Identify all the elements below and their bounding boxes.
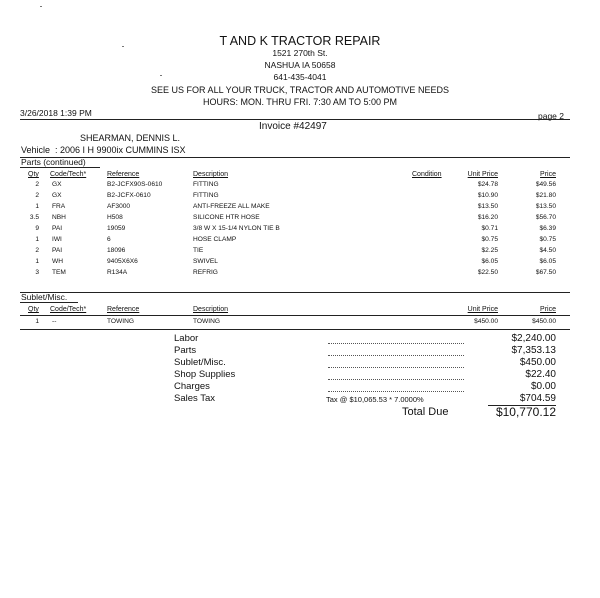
row-unit-price: $13.50: [477, 203, 498, 210]
row-reference: B2-JCFX-0610: [107, 192, 151, 199]
row-price: $6.39: [539, 225, 556, 232]
col-price-header: Price: [540, 171, 556, 178]
row-qty: 2: [35, 247, 39, 254]
col-description-header: Description: [193, 306, 229, 313]
row-reference: 18096: [107, 247, 126, 254]
summary-value: $0.00: [530, 381, 556, 392]
row-unit-price: $450.00: [474, 318, 498, 325]
row-qty: 3: [35, 269, 39, 276]
row-unit-price: $24.78: [477, 181, 498, 188]
row-unit-price: $0.75: [481, 236, 498, 243]
row-code: PAI: [52, 225, 63, 232]
row-unit-price: $6.05: [481, 258, 498, 265]
company-city: NASHUA IA 50658: [264, 60, 336, 70]
row-code: PAI: [52, 247, 63, 254]
row-description: HOSE CLAMP: [193, 236, 237, 243]
row-price: $450.00: [532, 318, 556, 325]
sublet-row-rule: [20, 329, 570, 330]
row-description: REFRIG: [193, 269, 218, 276]
row-description: SWIVEL: [193, 258, 218, 265]
row-price: $4.50: [539, 247, 556, 254]
col-unit-price-header: Unit Price: [467, 171, 498, 178]
row-price: $56.70: [535, 214, 556, 221]
row-qty: 1: [35, 318, 39, 325]
row-description: SILICONE HTR HOSE: [193, 214, 260, 221]
summary-label: Sublet/Misc.: [174, 357, 226, 368]
parts-title-rule: [20, 167, 100, 168]
row-qty: 1: [35, 203, 39, 210]
col-price-header: Price: [540, 306, 556, 313]
row-qty: 1: [35, 258, 39, 265]
summary-label: Charges: [174, 381, 210, 392]
row-qty: 9: [35, 225, 39, 232]
row-qty: 2: [35, 192, 39, 199]
row-unit-price: $16.20: [477, 214, 498, 221]
col-qty-header: Qty: [28, 306, 39, 313]
customer-name: SHEARMAN, DENNIS L.: [80, 133, 181, 143]
row-reference: AF3000: [107, 203, 131, 210]
company-phone: 641-435-4041: [273, 72, 327, 82]
row-reference: R134A: [107, 269, 128, 276]
row-reference: 19059: [107, 225, 126, 232]
row-reference: 6: [107, 236, 111, 243]
summary-value: $7,353.13: [511, 345, 556, 356]
summary-label: Parts: [174, 345, 197, 356]
row-description: FITTING: [193, 181, 219, 188]
sublet-header-rule: [20, 315, 570, 316]
row-description: TOWING: [193, 318, 220, 325]
vehicle-label: Vehicle: [21, 145, 51, 155]
col-condition-header: Condition: [412, 171, 442, 178]
summary-label: Sales Tax: [174, 393, 216, 404]
col-code-header: Code/Tech*: [50, 306, 87, 313]
row-unit-price: $10.90: [477, 192, 498, 199]
row-reference: H508: [107, 214, 123, 221]
row-qty: 3.5: [29, 214, 39, 221]
row-description: FITTING: [193, 192, 219, 199]
row-unit-price: $0.71: [481, 225, 498, 232]
row-qty: 1: [35, 236, 39, 243]
col-reference-header: Reference: [107, 306, 140, 313]
col-unit-price-header: Unit Price: [467, 306, 498, 313]
sublet-section-title: Sublet/Misc.: [21, 292, 68, 302]
row-description: ANTI-FREEZE ALL MAKE: [193, 203, 270, 210]
total-due-value: $10,770.12: [495, 405, 556, 419]
row-description: TIE: [193, 247, 204, 254]
col-reference-header: Reference: [107, 171, 140, 178]
leader-dots: [328, 343, 464, 344]
print-datetime: 3/26/2018 1:39 PM: [20, 108, 92, 118]
row-qty: 2: [35, 181, 39, 188]
col-qty-header: Qty: [28, 171, 39, 178]
invoice-number: Invoice #42497: [259, 121, 327, 132]
row-code: GX: [52, 181, 62, 188]
row-reference: 9405X6X6: [107, 258, 138, 265]
row-description: 3/8 W X 15-1/4 NYLON TIE B: [193, 225, 280, 232]
row-price: $0.75: [539, 236, 556, 243]
page-number: page 2: [538, 111, 564, 121]
row-price: $13.50: [535, 203, 556, 210]
col-code-header: Code/Tech*: [50, 171, 87, 178]
row-price: $6.05: [539, 258, 556, 265]
sublet-title-rule: [20, 302, 78, 303]
company-hours: HOURS: MON. THRU FRI. 7:30 AM TO 5:00 PM: [202, 97, 398, 107]
summary-label: Shop Supplies: [174, 369, 236, 380]
parts-bottom-rule: [20, 292, 570, 293]
row-code: GX: [52, 192, 62, 199]
row-reference: B2-JCFX90S-0610: [107, 181, 163, 188]
row-code: TEM: [52, 269, 66, 276]
row-code: IWI: [52, 236, 62, 243]
total-due-label: Total Due: [402, 406, 449, 418]
summary-value: $2,240.00: [511, 333, 556, 344]
summary-value: $22.40: [525, 369, 556, 380]
summary-value: $704.59: [519, 393, 556, 404]
company-street: 1521 270th St.: [272, 48, 328, 58]
header-rule: [20, 119, 570, 120]
leader-dots: [328, 391, 464, 392]
row-unit-price: $22.50: [477, 269, 498, 276]
row-code: FRA: [52, 203, 66, 210]
row-code: NBH: [52, 214, 66, 221]
row-price: $49.56: [535, 181, 556, 188]
company-slogan: SEE US FOR ALL YOUR TRUCK, TRACTOR AND AUTOMOTIVE NEEDS: [151, 85, 449, 95]
row-price: $21.80: [535, 192, 556, 199]
summary-label: Labor: [174, 333, 199, 344]
parts-top-rule: [20, 157, 570, 158]
parts-section-title: Parts (continued): [21, 157, 86, 167]
row-unit-price: $2.25: [481, 247, 498, 254]
vehicle-value: : 2006 I H 9900ix CUMMINS ISX: [55, 145, 186, 155]
leader-dots: [328, 367, 464, 368]
tax-note: Tax @ $10,065.53 * 7.0000%: [326, 395, 424, 404]
summary-value: $450.00: [519, 357, 556, 368]
scan-speck: [40, 6, 42, 7]
row-reference: TOWING: [107, 318, 134, 325]
company-name: T AND K TRACTOR REPAIR: [219, 34, 381, 48]
row-price: $67.50: [535, 269, 556, 276]
row-code: --: [52, 318, 57, 325]
row-code: WH: [52, 258, 63, 265]
leader-dots: [328, 379, 464, 380]
col-description-header: Description: [193, 171, 229, 178]
leader-dots: [328, 355, 464, 356]
